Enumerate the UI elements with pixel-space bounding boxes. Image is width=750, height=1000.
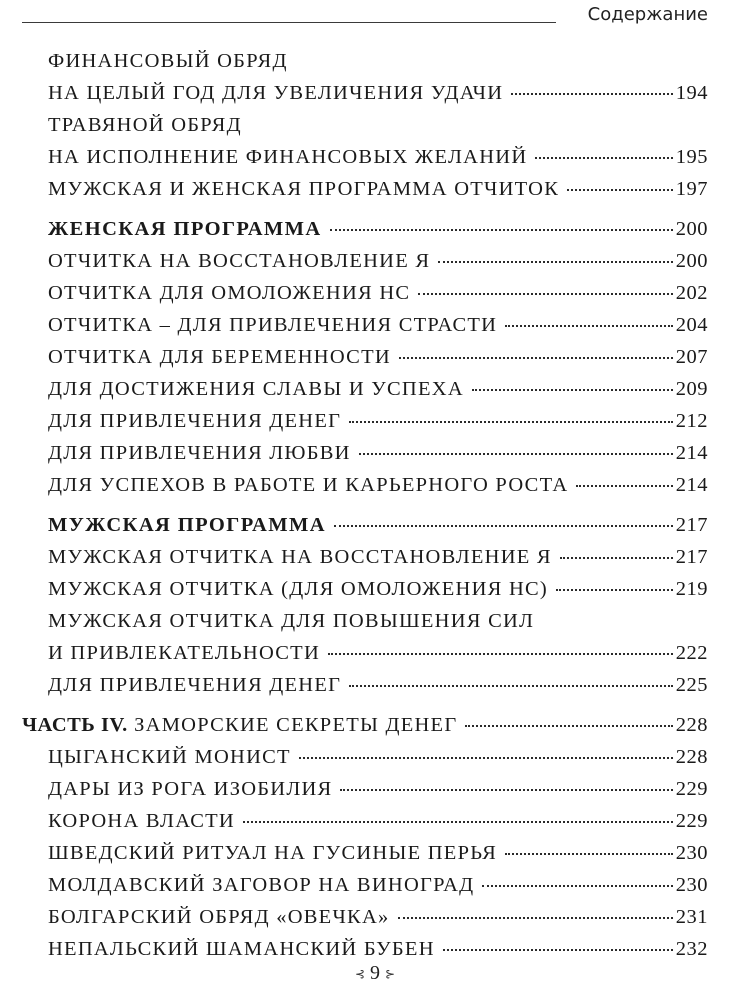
toc-entry: [48, 474, 708, 506]
toc-entry-title: МУЖСКАЯ ОТЧИТКА ДЛЯ ПОВЫШЕНИЯ СИЛ: [48, 610, 535, 632]
toc-entry-title: НА ИСПОЛНЕНИЕ ФИНАНСОВЫХ ЖЕЛАНИЙ: [48, 146, 528, 168]
dot-leader: [505, 325, 673, 327]
toc-entry-title: НА ЦЕЛЫЙ ГОД ДЛЯ УВЕЛИЧЕНИЯ УДАЧИ: [48, 82, 504, 104]
toc-entry: [48, 82, 708, 114]
toc-entry: [48, 906, 708, 938]
toc-page-number: 230: [675, 842, 708, 864]
toc-entry-title: ДЛЯ ПРИВЛЕЧЕНИЯ ДЕНЕГ: [48, 674, 342, 696]
toc-page-number: 197: [675, 178, 708, 200]
dot-leader: [340, 789, 672, 791]
dot-leader: [511, 93, 672, 95]
toc-page-number: 194: [675, 82, 708, 104]
toc-entry: [48, 746, 708, 778]
toc-entry-title: И ПРИВЛЕКАТЕЛЬНОСТИ: [48, 642, 320, 664]
dot-leader: [567, 189, 673, 191]
dot-leader: [398, 917, 673, 919]
toc-entry: [48, 250, 708, 282]
toc-entry-title: [22, 714, 457, 737]
toc-page-number: 230: [675, 874, 708, 896]
toc-page-number: 207: [675, 346, 708, 368]
toc-entry: [48, 410, 708, 442]
toc-entry-title: БОЛГАРСКИЙ ОБРЯД «ОВЕЧКА»: [48, 906, 390, 928]
toc-entry: [48, 546, 708, 578]
toc-page-number: 229: [675, 778, 708, 800]
dot-leader: [349, 421, 673, 423]
toc-entry-title: ШВЕДСКИЙ РИТУАЛ НА ГУСИНЫЕ ПЕРЬЯ: [48, 842, 498, 864]
toc-entry-title: ОТЧИТКА НА ВОССТАНОВЛЕНИЕ Я: [48, 250, 431, 272]
toc-page-number: 222: [675, 642, 708, 664]
toc-entry: [48, 50, 708, 82]
toc-page-number: 214: [675, 474, 708, 496]
toc-entry-title: МОЛДАВСКИЙ ЗАГОВОР НА ВИНОГРАД: [48, 874, 475, 896]
toc-page-number: 195: [675, 146, 708, 168]
toc-page-number: 209: [675, 378, 708, 400]
dot-leader: [359, 453, 673, 455]
dot-leader: [472, 389, 673, 391]
toc-page-number: 204: [675, 314, 708, 336]
footer-ornament-right-icon: ⊱: [385, 966, 396, 981]
toc-entry-title: МУЖСКАЯ ОТЧИТКА НА ВОССТАНОВЛЕНИЕ Я: [48, 546, 552, 568]
toc-entry: [48, 842, 708, 874]
toc-entry: [48, 442, 708, 474]
header-rule: [22, 22, 556, 23]
dot-leader: [560, 557, 673, 559]
toc-page-number: 229: [675, 810, 708, 832]
toc-part-title: ЗАМОРСКИЕ СЕКРЕТЫ ДЕНЕГ: [134, 714, 458, 736]
toc-page-number: 214: [675, 442, 708, 464]
toc-page-number: 212: [675, 410, 708, 432]
dot-leader: [505, 853, 673, 855]
toc-entry: [48, 178, 708, 210]
toc-entry-title: ОТЧИТКА ДЛЯ БЕРЕМЕННОСТИ: [48, 346, 391, 368]
toc-entry: [48, 578, 708, 610]
toc-entry-title: ДАРЫ ИЗ РОГА ИЗОБИЛИЯ: [48, 778, 333, 800]
toc-entry-title: ОТЧИТКА ДЛЯ ОМОЛОЖЕНИЯ НС: [48, 282, 411, 304]
toc-page-number: 231: [675, 906, 708, 928]
dot-leader: [334, 525, 673, 527]
dot-leader: [418, 293, 672, 295]
toc-page-number: 200: [675, 218, 708, 240]
toc-entry-title: ФИНАНСОВЫЙ ОБРЯД: [48, 50, 288, 72]
footer-ornament-left-icon: ⊰: [354, 966, 365, 981]
dot-leader: [438, 261, 672, 263]
toc-entry: [48, 346, 708, 378]
toc-entry-title: МУЖСКАЯ ОТЧИТКА (ДЛЯ ОМОЛОЖЕНИЯ НС): [48, 578, 549, 600]
toc-entry-title: ДЛЯ ДОСТИЖЕНИЯ СЛАВЫ И УСПЕХА: [48, 378, 464, 400]
toc-section-heading: [48, 514, 708, 546]
toc-entry: [48, 874, 708, 906]
dot-leader: [482, 885, 672, 887]
toc-entry: [48, 810, 708, 842]
dot-leader: [243, 821, 673, 823]
dot-leader: [328, 653, 673, 655]
toc-page-number: 202: [675, 282, 708, 304]
toc-page-number: 228: [675, 714, 708, 736]
toc-entry: [48, 146, 708, 178]
toc-entry: [48, 674, 708, 706]
toc-section-heading: [48, 218, 708, 250]
dot-leader: [443, 949, 673, 951]
toc-page-number: 225: [675, 674, 708, 696]
dot-leader: [399, 357, 673, 359]
toc-entry-title: ДЛЯ УСПЕХОВ В РАБОТЕ И КАРЬЕРНОГО РОСТА: [48, 474, 569, 496]
toc-page-number: 219: [675, 578, 708, 600]
toc-entry: [48, 778, 708, 810]
toc-page-number: 232: [675, 938, 708, 960]
page-number: 9: [370, 962, 380, 984]
toc-part-label: ЧАСТЬ IV.: [22, 714, 128, 736]
toc-page-number: 217: [675, 514, 708, 536]
toc-entry: [48, 114, 708, 146]
toc-entry: [48, 378, 708, 410]
toc-entry: [48, 610, 708, 642]
toc-part-heading: [22, 714, 708, 746]
toc-entry-title: ДЛЯ ПРИВЛЕЧЕНИЯ ДЕНЕГ: [48, 410, 342, 432]
toc-page-number: 217: [675, 546, 708, 568]
dot-leader: [349, 685, 673, 687]
dot-leader: [576, 485, 672, 487]
dot-leader: [299, 757, 673, 759]
toc-entry-title: ДЛЯ ПРИВЛЕЧЕНИЯ ЛЮБВИ: [48, 442, 351, 464]
toc-entry-title: ОТЧИТКА – ДЛЯ ПРИВЛЕЧЕНИЯ СТРАСТИ: [48, 314, 498, 336]
toc-entry-title: НЕПАЛЬСКИЙ ШАМАНСКИЙ БУБЕН: [48, 938, 435, 960]
toc-entry-title: ТРАВЯНОЙ ОБРЯД: [48, 114, 242, 136]
toc-entry-title: МУЖСКАЯ И ЖЕНСКАЯ ПРОГРАММА ОТЧИТОК: [48, 178, 560, 200]
dot-leader: [465, 725, 672, 727]
dot-leader: [535, 157, 672, 159]
toc-page-number: 228: [675, 746, 708, 768]
toc-entry: [48, 314, 708, 346]
toc-entry-title: ЦЫГАНСКИЙ МОНИСТ: [48, 746, 291, 768]
running-header: Содержание: [587, 4, 708, 25]
toc-entry: [48, 282, 708, 314]
toc-entry: [48, 642, 708, 674]
toc-page-number: 200: [675, 250, 708, 272]
dot-leader: [556, 589, 673, 591]
toc-entry-title: МУЖСКАЯ ПРОГРАММА: [48, 514, 326, 536]
dot-leader: [330, 229, 673, 231]
toc-entry-title: ЖЕНСКАЯ ПРОГРАММА: [48, 218, 322, 240]
toc-entry-title: КОРОНА ВЛАСТИ: [48, 810, 235, 832]
page-footer: [0, 962, 750, 985]
